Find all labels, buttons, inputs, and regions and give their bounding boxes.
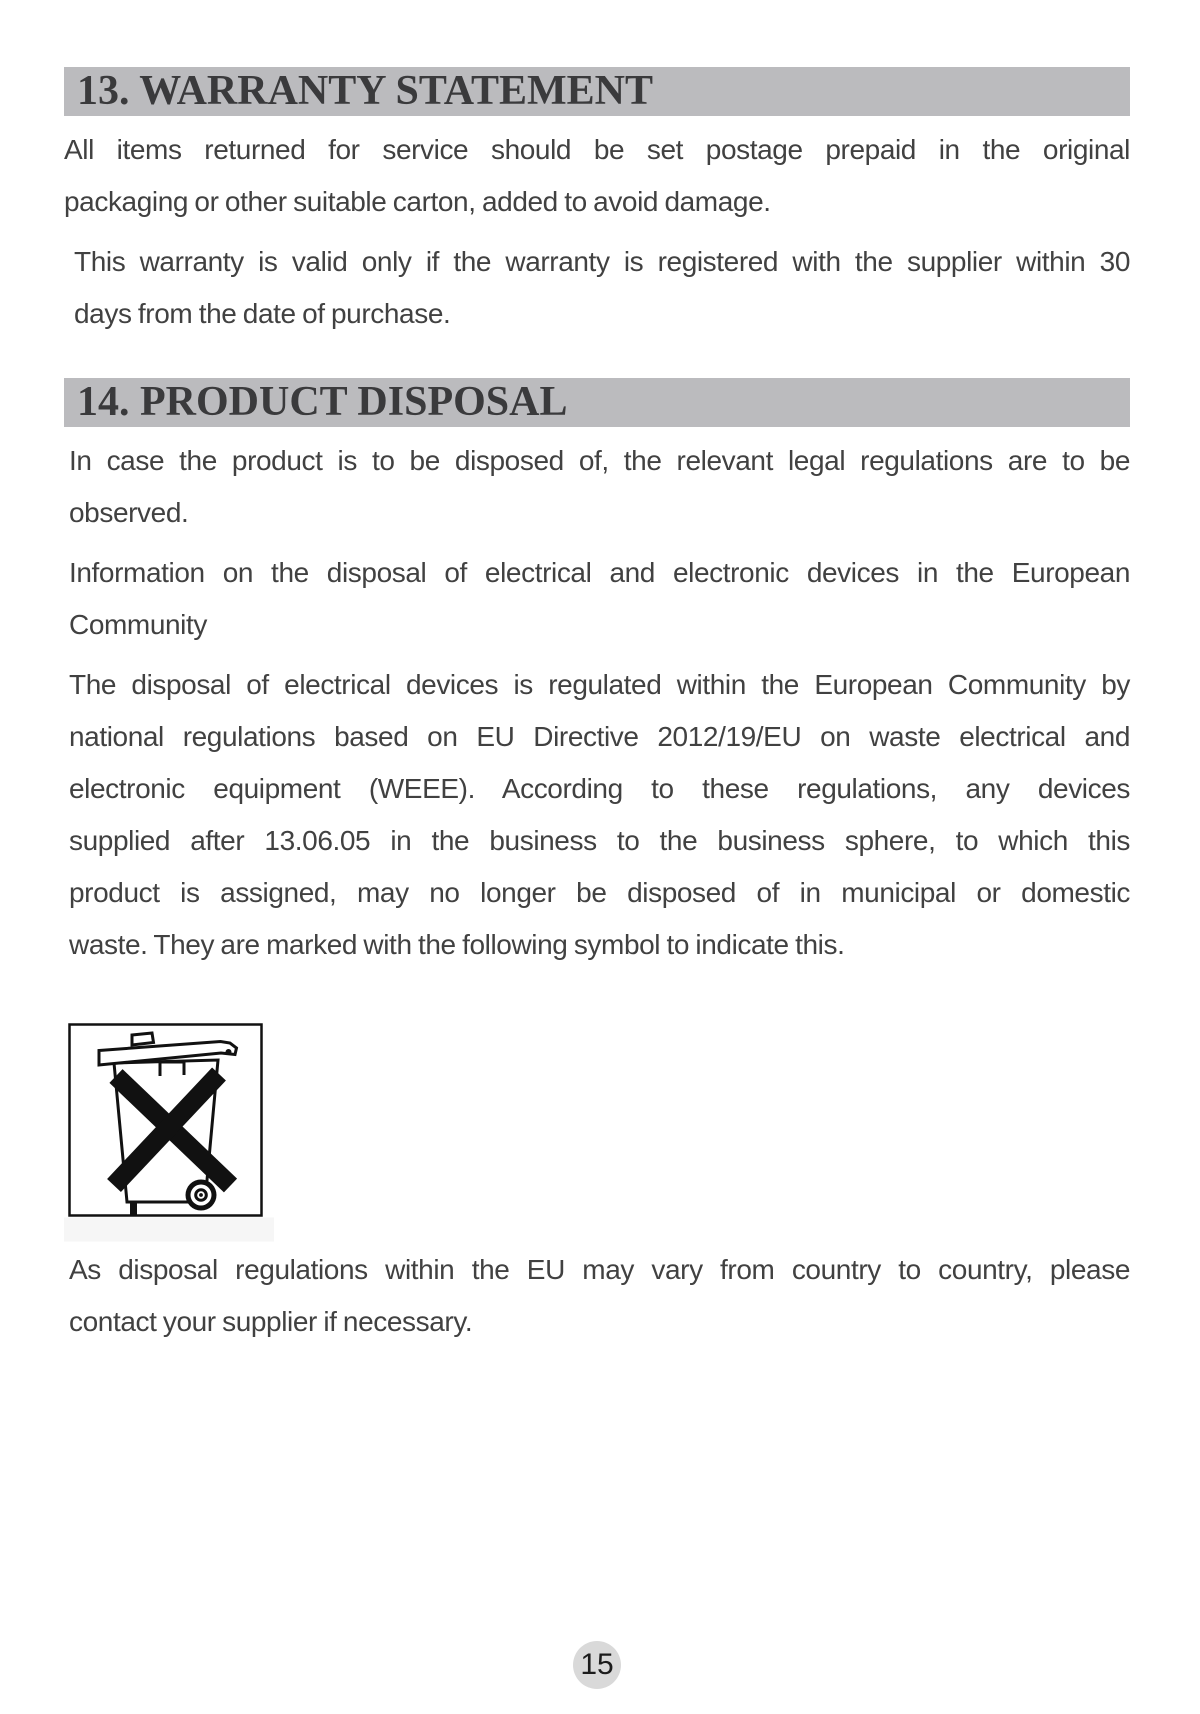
paragraph-disposal-4 <box>64 1244 1130 1348</box>
text-line: observed. <box>69 497 189 528</box>
text-line: packaging or other suitable carton, added to avoid damage. <box>64 186 771 217</box>
section-heading-warranty-bar <box>64 67 1130 116</box>
text-line: As disposal regulations within the EU may vary from country to country, please <box>69 1254 1130 1285</box>
text-line: waste. They are marked with the following symbol to indicate this. <box>69 929 845 960</box>
paragraph-disposal-3 <box>64 659 1130 971</box>
text-line: In case the product is to be disposed of, the relevant legal regulations are to be <box>69 445 1130 476</box>
section-heading-disposal-bar <box>64 378 1130 427</box>
section-heading-disposal-text: 14. PRODUCT DISPOSAL <box>77 379 568 425</box>
text-line: contact your supplier if necessary. <box>69 1306 473 1337</box>
paragraph-disposal-1 <box>64 435 1130 539</box>
page-number: 15 <box>580 1648 614 1681</box>
text-line: supplied after 13.06.05 in the business to the business sphere, to which this <box>69 825 1130 856</box>
text-line: All items returned for service should be set postage prepaid in the original <box>64 134 1130 165</box>
crossed-out-wheeled-bin-icon <box>64 1019 274 1244</box>
text-line: days from the date of purchase. <box>74 298 451 329</box>
paragraph-warranty-1 <box>64 124 1130 228</box>
paragraph-warranty-2 <box>64 236 1130 340</box>
section-heading-warranty-text: 13. WARRANTY STATEMENT <box>77 68 654 114</box>
text-line: electronic equipment (WEEE). According to these regulations, any devices <box>69 773 1130 804</box>
text-line: Information on the disposal of electrical and electronic devices in the European <box>69 557 1130 588</box>
text-line: Community <box>69 609 207 640</box>
paragraph-disposal-2 <box>64 547 1130 651</box>
text-line: The disposal of electrical devices is regulated within the European Community by <box>69 669 1130 700</box>
page-content <box>64 0 1130 1348</box>
text-line: product is assigned, may no longer be disposed of in municipal or domestic <box>69 877 1130 908</box>
weee-symbol <box>64 1019 274 1244</box>
text-line: national regulations based on EU Directive 2012/19/EU on waste electrical and <box>69 721 1130 752</box>
page-number-badge <box>573 1641 621 1689</box>
text-line: This warranty is valid only if the warranty is registered with the supplier within 30 <box>74 246 1130 277</box>
